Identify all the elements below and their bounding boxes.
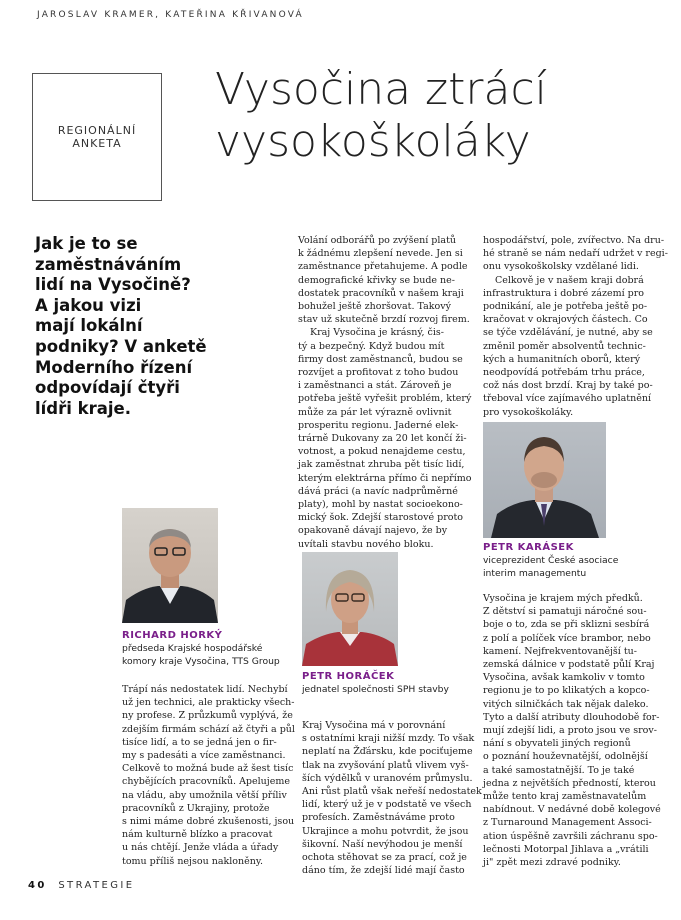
text-line: ny profese. Z průzkumů vyplývá, že xyxy=(122,710,293,722)
person-name-horacek: PETR HORÁČEK xyxy=(302,671,395,682)
text-line: ji" zpět mezi zdravé podniky. xyxy=(483,857,621,869)
text-line: ších výdělků v uranovém průmyslu. xyxy=(302,772,473,784)
lead-line: zaměstnáváním xyxy=(35,254,182,274)
text-line: bohužel ještě zhoršovat. Takový xyxy=(298,301,451,313)
title-line1: Vysočina ztrácí xyxy=(215,64,547,115)
text-line: z polí a políček více brambor, nebo xyxy=(483,632,651,644)
text-line: kračovat v okrajových částech. Co xyxy=(483,314,648,326)
text-line: neplatí na Žďársku, kde pociťujeme xyxy=(302,746,473,758)
text-line: nání s obyvateli jiných regionů xyxy=(483,738,631,750)
text-line: o poznání houževnatější, odolnější xyxy=(483,751,648,763)
text-line: profesích. Zaměstnáváme proto xyxy=(302,812,455,824)
section-tag-box xyxy=(32,73,162,201)
text-line: uvítali stavbu nového bloku. xyxy=(298,538,434,550)
portrait-photo-karasek xyxy=(483,422,606,538)
text-line: firmy dost zaměstnanců, budou se xyxy=(298,353,463,365)
person-name-karasek: PETR KARÁSEK xyxy=(483,542,574,553)
text-line: tlak na zvyšování platů vlivem vyš- xyxy=(302,759,469,771)
role-line: komory kraje Vysočina, TTS Group xyxy=(122,655,280,667)
text-line: Ani růst platů však neřeší nedostatek xyxy=(302,786,482,798)
role-line: jednatel společnosti SPH stavby xyxy=(302,684,449,695)
person-role-horky xyxy=(122,643,280,668)
text-line: nabídnout. V nedávné době kolegové xyxy=(483,804,661,816)
column-right-top xyxy=(483,234,668,419)
text-line: Vysočina, avšak kamkoliv v tomto xyxy=(483,672,645,684)
text-line: k žádnému zlepšení nevede. Jen si xyxy=(298,248,463,260)
text-line: zaměstnance přetahujeme. A podle xyxy=(298,261,468,273)
text-line: tý a bezpečný. Když budou mít xyxy=(298,340,445,352)
text-line: jedna z největších předností, kterou xyxy=(483,777,656,789)
text-line: což nás dost brzdí. Kraj by také po- xyxy=(483,380,653,392)
text-line: infrastruktura i dobré zázemí pro xyxy=(483,287,644,299)
lead-line: podniky? V anketě xyxy=(35,336,207,356)
column-right-bottom xyxy=(483,592,661,869)
page-number: 40 xyxy=(28,880,47,891)
text-line: u nás chtějí. Jenže vláda a úřady xyxy=(122,842,279,854)
page-footer xyxy=(28,880,134,891)
lead-line: lidí na Vysočině? xyxy=(35,275,191,295)
text-line: stav už skutečně brzdí rozvoj firem. xyxy=(298,314,470,326)
text-line: onu vysokoškolsky vzdělané lidi. xyxy=(483,261,639,273)
text-line: ation úspěšně završili záchranu spo- xyxy=(483,830,658,842)
lead-line: A jakou vizi xyxy=(35,295,142,315)
text-line: jak zaměstnat zhruba pět tisíc lidí, xyxy=(298,459,465,471)
text-line: se týče vzdělávání, je nutné, aby se xyxy=(483,327,653,339)
text-line: šikovní. Naší nevýhodou je menší xyxy=(302,838,463,850)
lead-line: Moderního řízení xyxy=(35,357,193,377)
text-line: demografické křivky se bude ne- xyxy=(298,274,456,286)
text-line: chybějících pracovníků. Apelujeme xyxy=(122,776,290,788)
text-line: i zaměstnanci a stát. Zároveň je xyxy=(298,380,452,392)
text-line: kamení. Nejfrekventovanější tu- xyxy=(483,645,638,657)
text-line: hospodářství, pole, zvířectvo. Na dru- xyxy=(483,235,665,246)
text-line: může za pár let výrazně ovlivnit xyxy=(298,406,452,418)
text-line: dostatek pracovníků v našem kraji xyxy=(298,287,464,299)
text-line: lečnosti Motorpal Jihlava a „vrátili xyxy=(483,843,649,855)
text-line: z Turnaround Management Associ- xyxy=(483,817,652,829)
section-tag-line2: ANKETA xyxy=(72,137,122,150)
role-line: předseda Krajské hospodářské xyxy=(122,643,263,654)
article-title xyxy=(215,64,655,168)
text-line: Vysočina je krajem mých předků. xyxy=(483,593,643,604)
text-line: na vládu, aby umožnila větší příliv xyxy=(122,789,287,801)
text-line: neodpovídá potřebám trhu práce, xyxy=(483,367,645,379)
text-line: rozvíjet a profitovat z toho budou xyxy=(298,367,459,379)
text-line: dává práci (a navíc nadprůměrné xyxy=(298,485,458,497)
lead-line: odpovídají čtyři xyxy=(35,378,180,398)
text-line: podnikání, ale je potřeba ještě po- xyxy=(483,301,648,313)
text-line: Trápí nás nedostatek lidí. Nechybí xyxy=(122,684,288,695)
text-line: vitých silničkách tak nějak daleko. xyxy=(483,698,649,710)
authors-line: JAROSLAV KRAMER, KATEŘINA KŘIVANOVÁ xyxy=(37,10,304,20)
person-role-horacek xyxy=(302,684,449,697)
text-line: pro vysokoškoláky. xyxy=(483,406,574,418)
text-line: trárně Dukovany za 20 let končí ži- xyxy=(298,433,467,445)
text-line: třeboval více zajímavého uplatnění xyxy=(483,393,652,405)
text-line: dáno tím, že zdejší lidé mají často xyxy=(302,865,465,877)
text-line: potřeba ještě vyřešit problém, který xyxy=(298,393,472,405)
portrait-photo-horacek xyxy=(302,552,398,666)
text-line: Ukrajince a mohu potvrdit, že jsou xyxy=(302,825,469,837)
text-line: Celkově to možná bude až šest tisíc xyxy=(122,763,294,775)
text-line: my s padesáti a více zaměstnanci. xyxy=(122,750,286,762)
role-line: viceprezident České asociace xyxy=(483,555,619,566)
text-line: mický šok. Zdejší starostové proto xyxy=(298,512,464,524)
text-line: ochota stěhovat se za prací, což je xyxy=(302,852,467,864)
text-line: hé straně se nám nedaří udržet v regi- xyxy=(483,248,668,260)
text-line: prosperitu regionu. Jaderné elek- xyxy=(298,419,459,431)
text-line: zdejším firmám schází až čtyři a půl xyxy=(122,723,295,735)
text-line: kterým elektrárna přímo či nepřímo xyxy=(298,472,472,484)
text-line: kých a humanitních oborů, který xyxy=(483,353,641,365)
text-line: lidí, který už je v podstatě ve všech xyxy=(302,799,472,811)
role-line: interim managementu xyxy=(483,567,587,579)
lead-paragraph xyxy=(35,234,285,419)
text-line: tomu příliš nejsou nakloněny. xyxy=(122,855,264,867)
text-line: Kraj Vysočina má v porovnání xyxy=(302,720,446,731)
text-line: Volání odborářů po zvýšení platů xyxy=(298,235,457,246)
text-line: boje o to, zda se při sklizni sesbírá xyxy=(483,619,650,631)
text-line: votnost, a pokud nenajdeme cestu, xyxy=(298,446,466,458)
column-left-bottom xyxy=(122,683,295,868)
text-line: Z dětství si pamatuji náročné sou- xyxy=(483,606,647,618)
title-line2: vysokoškoláky xyxy=(215,116,531,167)
text-line: regionu je to po klikatých a kopco- xyxy=(483,685,650,697)
lead-line: mají lokální xyxy=(35,316,143,336)
portrait-photo-horky xyxy=(122,508,218,623)
text-line: pracovníků z Ukrajiny, protože xyxy=(122,802,270,814)
text-line: Celkově je v našem kraji dobrá xyxy=(495,274,644,286)
text-line: s ostatními kraji nižší mzdy. To však xyxy=(302,733,475,745)
text-line: s nimi máme dobré zkušenosti, jsou xyxy=(122,816,295,828)
person-name-horky: RICHARD HORKÝ xyxy=(122,630,223,641)
text-line: může tento kraj zaměstnavatelům xyxy=(483,791,647,803)
person-role-karasek xyxy=(483,555,618,580)
text-line: nám kulturně blízko a pracovat xyxy=(122,829,273,841)
text-line: opakovaně dávají najevo, že by xyxy=(298,525,448,537)
text-line: mují zdejší lidi, a proto jsou ve srov- xyxy=(483,725,657,737)
column-middle-bottom xyxy=(302,719,482,877)
section-tag-line1: REGIONÁLNÍ xyxy=(57,124,137,137)
text-line: tisíce lidí, a to se jedná jen o fir- xyxy=(122,736,277,748)
text-line: už jen technici, ale prakticky všech- xyxy=(122,697,295,709)
column-middle-top xyxy=(298,234,471,551)
text-line: platy), mohl by nastat socioekono- xyxy=(298,499,463,511)
text-line: a také samostatnější. To je také xyxy=(483,764,635,776)
section-name: STRATEGIE xyxy=(58,880,135,891)
text-line: zemská dálnice v podstatě půlí Kraj xyxy=(483,659,655,671)
text-line: Kraj Vysočina je krásný, čis- xyxy=(310,327,444,339)
lead-line: Jak je to se xyxy=(35,234,138,253)
text-line: Tyto a další atributy dlouhodobě for- xyxy=(483,711,660,723)
lead-line: lídři kraje. xyxy=(35,398,132,418)
text-line: změnil poměr absolventů technic- xyxy=(483,340,646,352)
